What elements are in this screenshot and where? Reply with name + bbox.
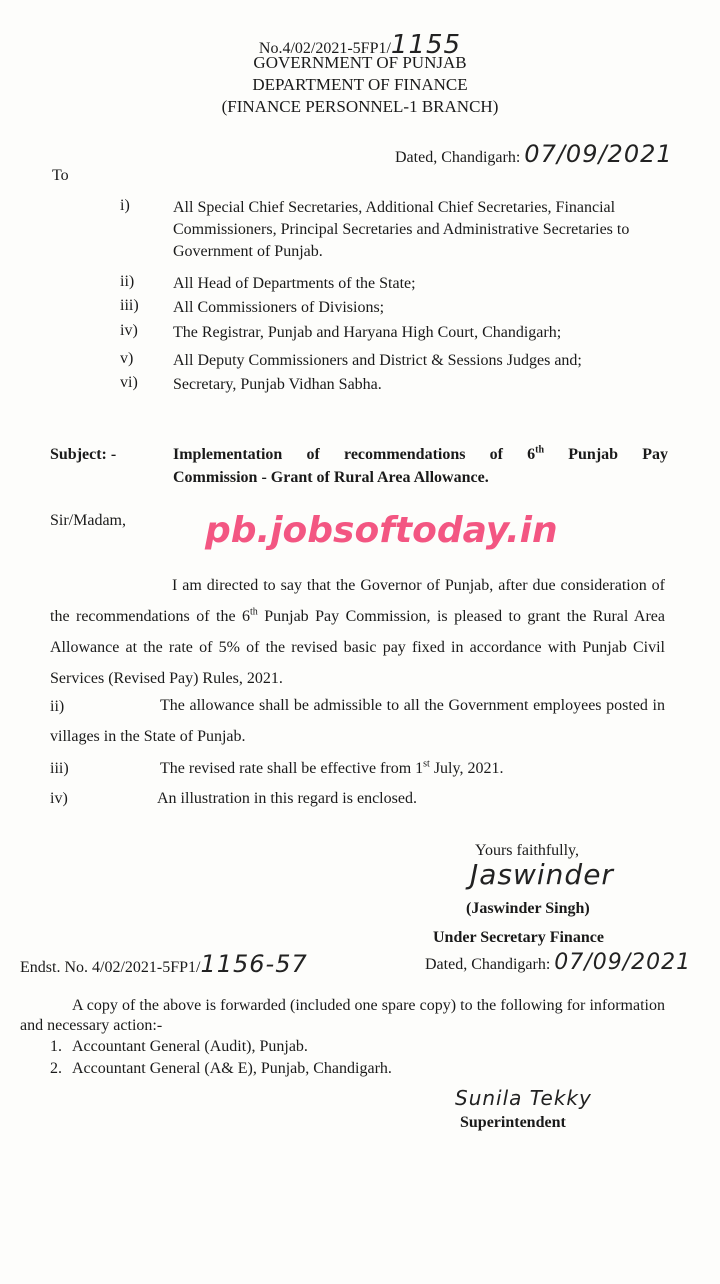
subject-line-1 <box>173 444 668 466</box>
recipient-text: All Head of Departments of the State; <box>173 275 416 292</box>
body-p4-num: iv) <box>50 790 68 807</box>
endorsement-number-handwritten: 1156-57 <box>200 950 308 978</box>
body-p2-text: The allowance shall be admissible to all the Government employees posted in villages in the State of Punjab. <box>50 697 665 745</box>
letter-number-prefix: No.4/02/2021-5FP1/ <box>258 40 391 57</box>
superintendent-title: Superintendent <box>460 1114 566 1131</box>
body-p3-a: The revised rate shall be effective from 1 <box>160 760 424 777</box>
branch-line: (FINANCE PERSONNEL-1 BRANCH) <box>221 97 499 116</box>
recipient-text: All Commissioners of Divisions; <box>173 299 385 316</box>
endorsement-dated-handwritten: 07/09/2021 <box>554 950 692 975</box>
body-p1-a: I am directed to say that the Governor of Punjab, after due consideration of the recommendations of the 6 <box>50 577 665 625</box>
dept-line: DEPARTMENT OF FINANCE <box>252 75 468 94</box>
body-p3-b: July, 2021. <box>429 760 504 777</box>
recipient-num: i) <box>120 197 130 214</box>
letter-number-handwritten: 1155 <box>390 30 462 60</box>
watermark: pb.jobsoftoday.in <box>205 510 558 551</box>
endorsement-item-num: 2. <box>50 1060 62 1077</box>
to-label: To <box>52 167 69 184</box>
body-p3-sup: st <box>423 758 430 770</box>
subject-line-1-a: Implementation of recommendations of 6 <box>173 446 536 463</box>
subject-label: Subject: - <box>50 446 117 463</box>
body-p1-b: Punjab Pay Commission, is pleased to grant the Rural Area Allowance at the rate of 5% of the revised basic pay fixed in accordance with Punjab Civil Services (Revised Pay) Rules, 2021. <box>50 608 665 687</box>
endorsement-dated <box>425 950 715 976</box>
recipient-num: iii) <box>120 297 139 314</box>
body-paragraph-1 <box>50 570 665 694</box>
endorsement-item-text: Accountant General (Audit), Punjab. <box>72 1038 308 1055</box>
body-p2-num: ii) <box>50 698 65 715</box>
endorsement-number <box>20 950 308 979</box>
body-p3-num: iii) <box>50 760 69 777</box>
dated-label: Dated, Chandigarh: <box>395 149 521 166</box>
endorsement-intro: A copy of the above is forwarded (included one spare copy) to the following for information and necessary action:- <box>20 997 665 1034</box>
endorsement-item-text: Accountant General (A& E), Punjab, Chandigarh. <box>72 1060 392 1077</box>
endorsement-dated-label: Dated, Chandigarh: <box>425 956 551 973</box>
endorsement-item-num: 1. <box>50 1038 62 1055</box>
salutation: Sir/Madam, <box>50 512 126 529</box>
recipient-text: All Deputy Commissioners and District & Sessions Judges and; <box>173 352 582 369</box>
recipient-num: v) <box>120 350 134 367</box>
subject-sup: th <box>535 444 545 456</box>
recipient-num: ii) <box>120 273 135 290</box>
signatory-name: (Jaswinder Singh) <box>466 900 590 917</box>
dated-line <box>395 140 705 169</box>
signature-superintendent: Sunila Tekky <box>455 1086 592 1110</box>
body-p4-text: An illustration in this regard is enclosed. <box>157 790 417 807</box>
recipient-num: vi) <box>120 374 138 391</box>
endorsement-number-prefix: Endst. No. 4/02/2021-5FP1/ <box>20 959 201 976</box>
subject-line-1-b: Punjab Pay <box>544 446 669 463</box>
govt-line: GOVERNMENT OF PUNJAB <box>253 53 467 72</box>
body-p1-sup: th <box>250 606 258 618</box>
signature-jaswinder: Jaswinder <box>470 858 614 891</box>
yours-faithfully: Yours faithfully, <box>475 842 580 859</box>
signatory-designation: Under Secretary Finance <box>433 929 604 946</box>
subject-line-2: Commission - Grant of Rural Area Allowance. <box>173 469 489 486</box>
body-p3-text <box>160 758 503 780</box>
dated-handwritten: 07/09/2021 <box>524 140 673 168</box>
recipient-text: All Special Chief Secretaries, Additional Chief Secretaries, Financial Commissioners, Principal Secretaries and Administrative Secretaries to Government of Punjab. <box>173 199 630 260</box>
recipient-text: Secretary, Punjab Vidhan Sabha. <box>173 376 382 393</box>
recipient-text: The Registrar, Punjab and Haryana High Court, Chandigarh; <box>173 324 562 341</box>
recipient-num: iv) <box>120 322 138 339</box>
